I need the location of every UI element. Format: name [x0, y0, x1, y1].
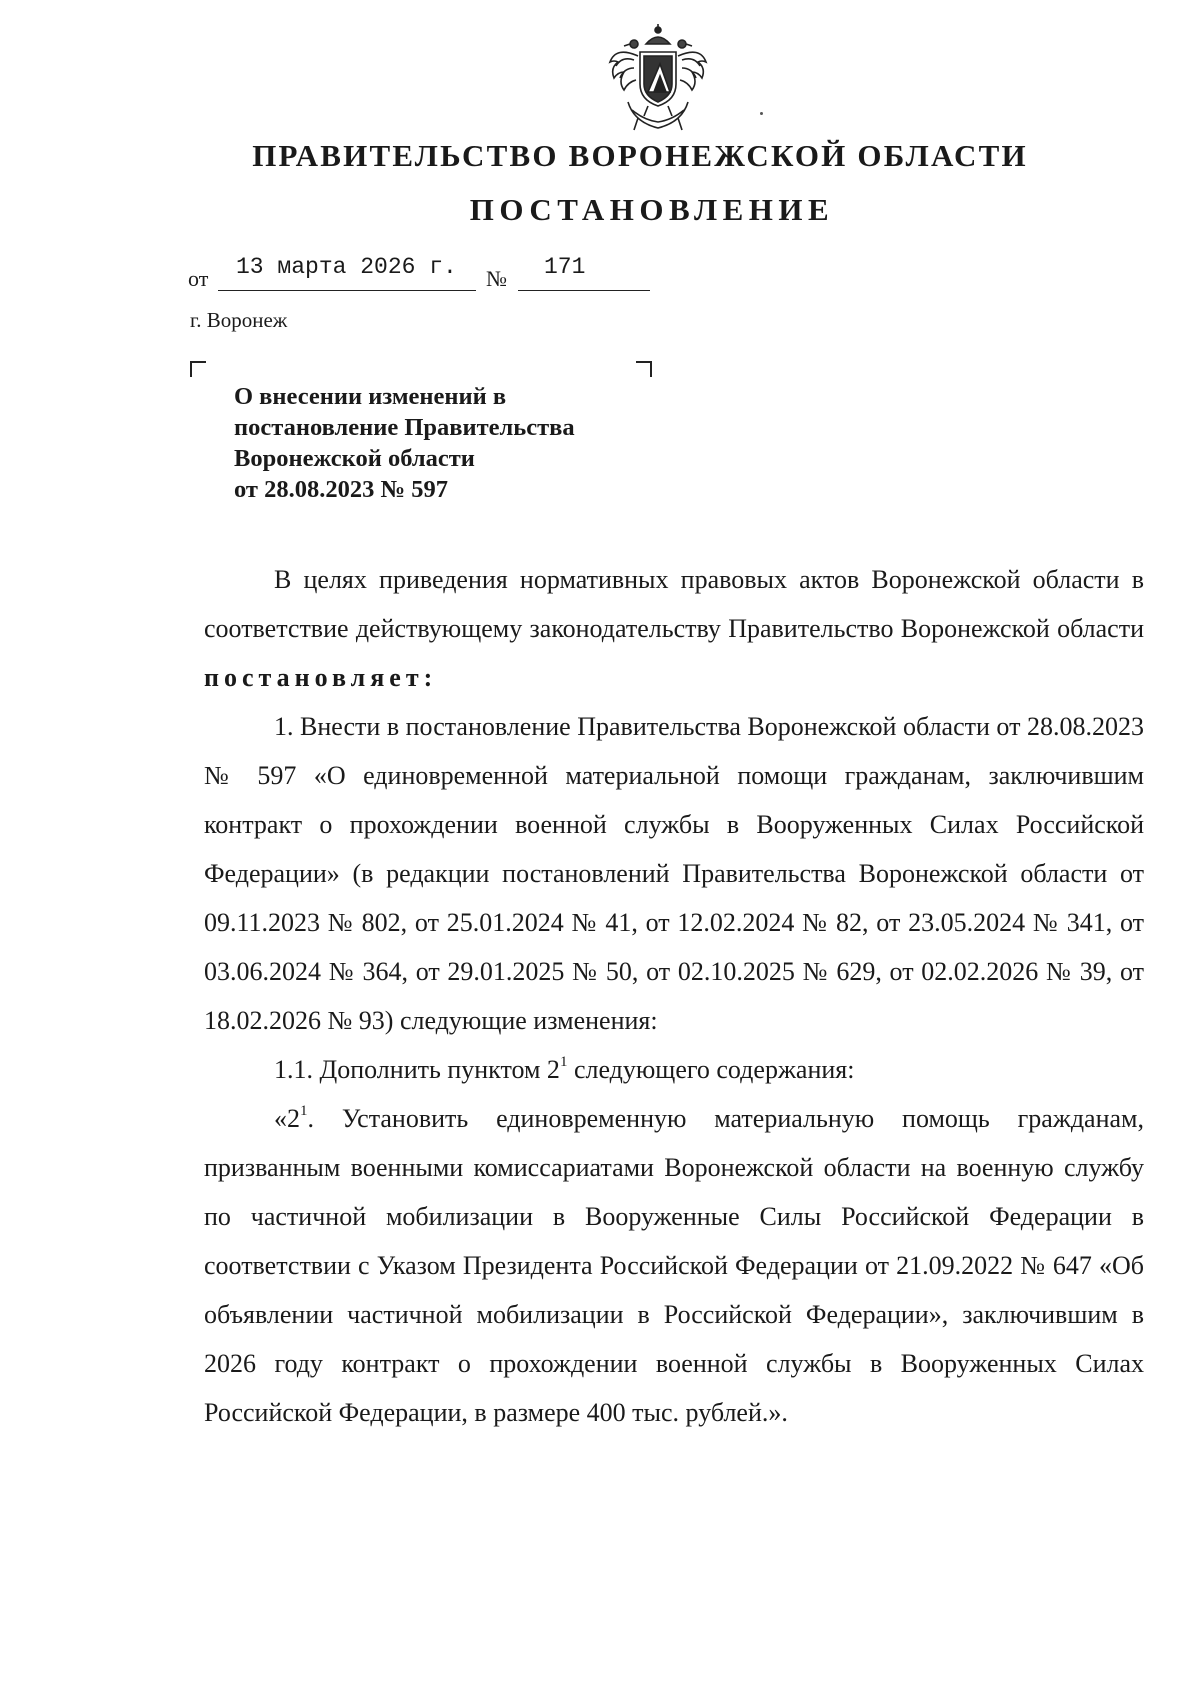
subject-line: Воронежской области — [234, 445, 475, 472]
clause-prefix: «2 — [274, 1104, 300, 1133]
subject-block — [234, 381, 654, 505]
number-label: № — [486, 266, 507, 291]
item-1-1-suffix: следующего содержания: — [567, 1055, 855, 1084]
clause-text: . Установить единовременную материальную помощь гражданам, призванным военными комиссариатами Воронежской области на военную службу по частичной мобилизации в Вооруженные Силы Российской Федерации в соответствии с Указом Президента Российской Федерации от 21.09.2022 № 647 «Об объявлении частичной мобилизации в Российской Федерации», заключившим в 2026 году контракт о прохождении военной службы в Вооруженных Силах Российской Федерации, в размере 400 тыс. рублей.». — [204, 1104, 1144, 1427]
resolves-keyword: постановляет: — [204, 663, 438, 692]
subject-line: О внесении изменений в — [234, 383, 507, 410]
document-type-title: ПОСТАНОВЛЕНИЕ — [469, 192, 835, 227]
document-number: 171 — [544, 254, 586, 280]
scan-speck — [760, 112, 763, 115]
document-date: 13 марта 2026 г. — [236, 254, 457, 280]
subject-bracket-right — [636, 361, 652, 377]
resolution-body — [204, 555, 1144, 1437]
number-underline — [518, 290, 650, 291]
item-1-1-paragraph — [204, 1045, 1144, 1094]
city-line: г. Воронеж — [190, 308, 288, 332]
clause-2-1-paragraph — [204, 1094, 1144, 1437]
preamble-paragraph — [204, 555, 1144, 702]
voronezh-coat-of-arms-icon — [604, 22, 712, 134]
date-number-line — [188, 248, 658, 298]
subject-line: постановление Правительства — [234, 414, 575, 441]
date-from-label: от — [188, 266, 209, 291]
item-1-1-superscript: 1 — [559, 1054, 568, 1071]
item-1-paragraph: 1. Внести в постановление Правительства Воронежской области от 28.08.2023 № 597 «О единовременной материальной помощи гражданам, заключившим контракт о прохождении военной службы в Вооруженных Силах Российской Федерации» (в редакции постановлений Правительства Воронежской области от 09.11.2023 № 802, от 25.01.2024 № 41, от 12.02.2024 № 82, от 23.05.2024 № 341, от 03.06.2024 № 364, от 29.01.2025 № 50, от 02.10.2025 № 629, от 02.02.2026 № 39, от 18.02.2026 № 93) следующие изменения: — [204, 712, 1144, 1035]
date-underline — [218, 290, 476, 291]
subject-line: от 28.08.2023 № 597 — [234, 476, 448, 503]
subject-bracket-left — [190, 361, 206, 377]
clause-superscript: 1 — [300, 1103, 308, 1120]
government-title: ПРАВИТЕЛЬСТВО ВОРОНЕЖСКОЙ ОБЛАСТИ — [252, 138, 1028, 173]
item-1-1-prefix: 1.1. Дополнить пунктом 2 — [274, 1055, 560, 1084]
preamble-text: В целях приведения нормативных правовых актов Воронежской области в соответствие действующему законодательству Правительство Воронежской области — [204, 565, 1144, 643]
